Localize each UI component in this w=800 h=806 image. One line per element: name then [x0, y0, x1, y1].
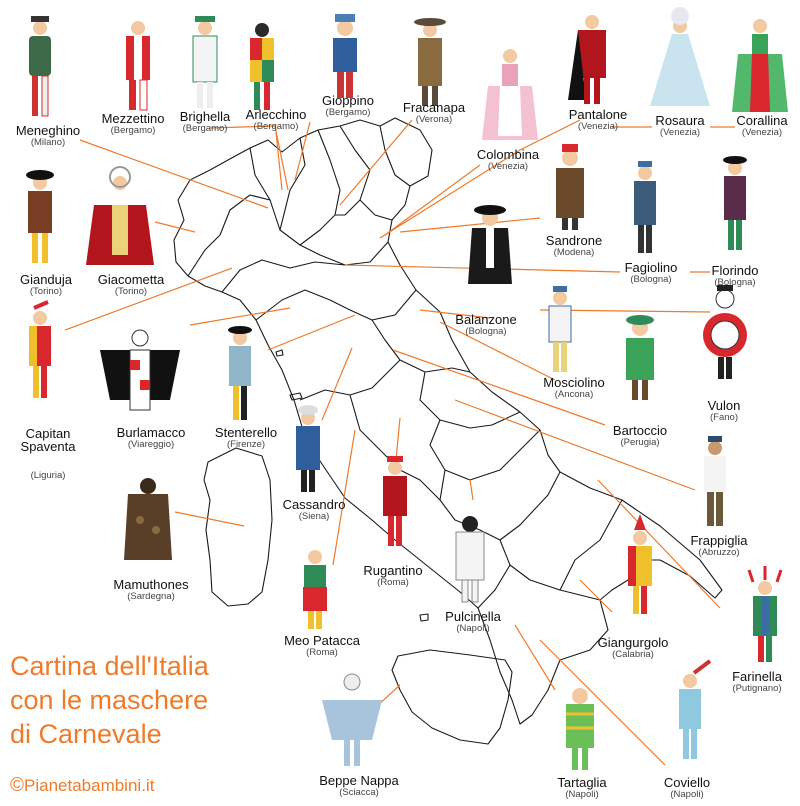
stenterello-figure — [228, 326, 252, 420]
pulcinella-figure — [456, 516, 484, 602]
connector-giacometta — [155, 222, 195, 232]
mask-city: (Putignano) — [732, 682, 782, 694]
mask-name: Rugantino — [363, 563, 423, 578]
farinella-figure — [749, 566, 781, 662]
fracanapa-figure — [414, 18, 446, 106]
label-beppe-nappa — [319, 774, 399, 798]
mask-name: Fagiolino — [624, 260, 678, 275]
gianduja-figure — [26, 170, 54, 263]
mosciolino-figure — [549, 286, 571, 372]
label-arlecchino — [246, 108, 307, 132]
mask-city: (Firenze) — [226, 438, 265, 450]
label-fracanapa — [403, 101, 465, 125]
mask-city: (Perugia) — [620, 436, 660, 448]
beppenappa-figure — [322, 674, 382, 766]
mask-city: (Verona) — [415, 113, 453, 125]
mask-name: Burlamacco — [116, 425, 186, 440]
connector-cassandro — [322, 348, 352, 420]
mask-city: (Milano) — [30, 136, 66, 148]
title-line-3: di Carnevale — [10, 718, 162, 749]
mask-name: Florindo — [711, 263, 759, 278]
mask-city: (Siena) — [298, 510, 330, 522]
connector-burlamacco — [190, 308, 290, 325]
label-pulcinella — [445, 610, 501, 634]
label-fagiolino — [625, 261, 678, 285]
label-tartaglia — [557, 776, 606, 800]
mask-city: (Bergamo) — [253, 120, 299, 132]
mamuthones-figure — [124, 478, 172, 560]
mask-city: (Napoli) — [456, 622, 490, 634]
mask-city: (Liguria) — [30, 469, 66, 481]
connector-arlecchino — [276, 132, 282, 190]
florindo-figure — [723, 156, 747, 250]
mask-name: Vulon — [707, 398, 741, 413]
connector-pulcinella — [470, 480, 473, 500]
credit-text: Pianetabambini.it — [24, 776, 155, 795]
title-line-1: Cartina dell'Italia — [10, 651, 209, 681]
connector-colombina — [385, 165, 480, 235]
giacometta-figure — [86, 167, 154, 265]
label-frappiglia — [690, 534, 747, 558]
mask-name: Mosciolino — [543, 375, 605, 390]
label-giacometta — [98, 273, 164, 297]
mask-city: (Venezia) — [741, 126, 783, 138]
giangurgolo-figure — [628, 514, 652, 614]
label-vulon — [708, 399, 741, 423]
label-colombina — [477, 148, 539, 172]
mask-city: (Napoli) — [670, 788, 704, 800]
corallina-figure — [732, 19, 788, 112]
mask-city: (Sardegna) — [127, 590, 175, 602]
label-gianduja — [20, 273, 72, 297]
pantalone-figure — [568, 15, 606, 104]
label-bartoccio — [613, 424, 667, 448]
balanzone-figure — [468, 205, 512, 284]
label-capitan-spaventa — [21, 410, 76, 498]
mask-name: Corallina — [736, 113, 788, 128]
brighella-figure — [193, 16, 217, 108]
mask-name: Giacometta — [97, 272, 165, 287]
site-credit — [10, 775, 154, 797]
rosaura-figure — [650, 7, 710, 106]
mask-city: (Venezia) — [659, 126, 701, 138]
label-rugantino — [363, 564, 422, 588]
sicily-outline — [392, 650, 512, 744]
mask-name: Fracanapa — [402, 100, 466, 115]
vulon-figure — [703, 285, 747, 379]
label-burlamacco — [117, 426, 186, 450]
mask-name: Mezzettino — [101, 111, 165, 126]
mask-name: Arlecchino — [245, 107, 307, 122]
bartoccio-figure — [626, 315, 654, 400]
mask-name: Colombina — [476, 147, 540, 162]
mezzettino-figure — [126, 21, 150, 110]
mask-name: Rosaura — [655, 113, 705, 128]
mask-name: Tartaglia — [557, 775, 607, 790]
label-brighella — [180, 110, 231, 134]
mask-city: (Fano) — [710, 411, 738, 423]
mask-city: (Bergamo) — [325, 106, 371, 118]
small-island-2 — [420, 614, 428, 621]
capitan-figure — [29, 302, 51, 398]
mask-city: (Venezia) — [487, 160, 529, 172]
mask-city: (Torino) — [29, 285, 63, 297]
connector-stenterello — [268, 315, 355, 350]
meneghino-figure — [29, 16, 51, 116]
coviello-figure — [679, 661, 710, 759]
label-rosaura — [655, 114, 704, 138]
mask-city: (Bergamo) — [182, 122, 228, 134]
mask-city: (Viareggio) — [127, 438, 175, 450]
mask-name: Meo Patacca — [284, 633, 360, 648]
mask-city: (Ancona) — [554, 388, 594, 400]
map-title — [10, 650, 280, 751]
mask-city: (Modena) — [553, 246, 595, 258]
mask-name: Balanzone — [455, 312, 517, 327]
mask-name: Mamuthones — [113, 577, 189, 592]
mask-city: (Sciacca) — [339, 786, 379, 798]
label-farinella — [732, 670, 782, 694]
copyright-icon: © — [10, 775, 24, 796]
connector-meneghino — [80, 140, 268, 208]
mask-name: Pulcinella — [445, 609, 501, 624]
label-meneghino — [16, 124, 80, 148]
label-balanzone — [455, 313, 516, 337]
mask-city: (Roma) — [306, 646, 338, 658]
fagiolino-figure — [634, 161, 656, 253]
frappiglia-figure — [704, 436, 726, 526]
mask-name: Gioppino — [321, 93, 375, 108]
label-gioppino — [322, 94, 374, 118]
sardinia-outline — [204, 448, 272, 606]
mask-name: Brighella — [179, 109, 231, 124]
label-mezzettino — [102, 112, 165, 136]
mask-name: Capitan Spaventa — [20, 425, 76, 455]
title-line-2: con le maschere — [10, 684, 209, 715]
mask-city: (Bergamo) — [110, 124, 156, 136]
mask-name: Meneghino — [15, 123, 81, 138]
mask-name: Stenterello — [214, 425, 278, 440]
sandrone-figure — [556, 144, 584, 230]
mask-name: Coviello — [663, 775, 711, 790]
label-florindo — [712, 264, 759, 288]
mask-city: (Roma) — [377, 576, 409, 588]
label-mosciolino — [543, 376, 604, 400]
tartaglia-figure — [566, 688, 594, 770]
mask-name: Pantalone — [568, 107, 628, 122]
mask-name: Frappiglia — [690, 533, 748, 548]
connector-mamuthones — [175, 512, 244, 526]
mask-name: Beppe Nappa — [319, 773, 399, 788]
label-meo-patacca — [284, 634, 360, 658]
small-island-1 — [276, 350, 283, 356]
burlamacco-figure — [100, 330, 180, 410]
mask-name: Bartoccio — [612, 423, 668, 438]
mask-name: Cassandro — [282, 497, 346, 512]
mask-name: Giangurgolo — [597, 635, 669, 650]
mask-city: (Abruzzo) — [698, 546, 740, 558]
mask-city: (Torino) — [114, 285, 148, 297]
connector-sandrone — [400, 218, 540, 232]
label-sandrone — [546, 234, 602, 258]
connector-fracanapa — [340, 120, 412, 205]
arlecchino-figure — [250, 23, 274, 110]
label-cassandro — [283, 498, 346, 522]
connector-tartaglia — [515, 625, 555, 690]
label-stenterello — [215, 426, 277, 450]
mask-name: Farinella — [732, 669, 782, 684]
label-pantalone — [569, 108, 628, 132]
label-giangurgolo — [598, 636, 669, 660]
mask-city: (Bologna) — [714, 276, 756, 288]
mask-name: Gianduja — [19, 272, 73, 287]
label-corallina — [736, 114, 787, 138]
colombina-figure — [482, 49, 538, 140]
gioppino-figure — [333, 14, 357, 98]
meopatacca-figure — [303, 550, 327, 629]
mask-city: (Calabria) — [612, 648, 654, 660]
label-mamuthones — [113, 578, 188, 602]
label-coviello — [664, 776, 710, 800]
mask-city: (Napoli) — [565, 788, 599, 800]
connector-pantalone — [380, 120, 580, 238]
mask-city: (Bologna) — [630, 273, 672, 285]
mask-name: Sandrone — [545, 233, 603, 248]
mask-city: (Bologna) — [465, 325, 507, 337]
mask-city: (Venezia) — [577, 120, 619, 132]
